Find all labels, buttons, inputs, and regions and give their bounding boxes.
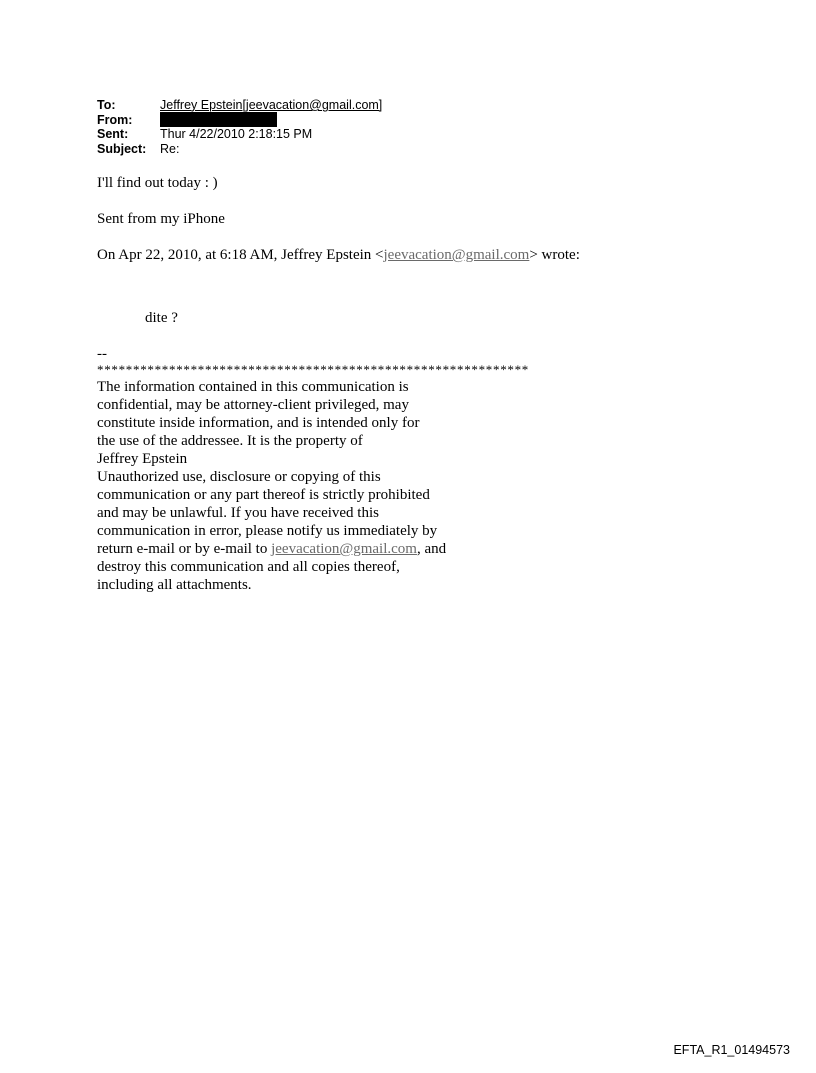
disclaimer-line: including all attachments. (97, 577, 252, 593)
to-row (97, 98, 382, 113)
subject-row (97, 142, 382, 157)
quoted-text: dite ? (145, 310, 178, 326)
to-value: Jeffrey Epstein[jeevacation@gmail.com] (160, 98, 383, 112)
disclaimer-line: and may be unlawful. If you have received this (97, 505, 379, 521)
email-body (97, 174, 777, 594)
disclaimer-line: Jeffrey Epstein (97, 451, 188, 467)
document-id: EFTA_R1_01494573 (673, 1043, 790, 1057)
disclaimer-stars: ************************************************************ (97, 362, 529, 377)
disclaimer-line: The information contained in this communication is (97, 379, 409, 395)
disclaimer-return-line (97, 540, 777, 558)
quote-attribution (97, 246, 777, 264)
sent-row (97, 127, 382, 142)
subject-label: Subject: (97, 141, 147, 156)
from-label: From: (97, 112, 133, 127)
signature-line: Sent from my iPhone (97, 211, 225, 227)
disclaimer-line: destroy this communication and all copies thereof, (97, 559, 400, 575)
subject-value: Re: (160, 141, 180, 156)
quote-prefix: On Apr 22, 2010, at 6:18 AM, Jeffrey Epstein < (97, 247, 384, 263)
disclaimer-line: Unauthorized use, disclosure or copying of this (97, 469, 381, 485)
disclaimer-line: communication in error, please notify us immediately by (97, 523, 438, 539)
disclaimer-text (97, 378, 777, 594)
disclaimer-line: constitute inside information, and is intended only for (97, 415, 420, 431)
disclaimer-email-link[interactable]: jeevacation@gmail.com (271, 541, 417, 557)
disclaimer-separator: -- (97, 346, 107, 362)
redaction-block (160, 112, 277, 127)
disclaimer-line: communication or any part thereof is strictly prohibited (97, 487, 430, 503)
return-prefix: return e-mail or by e-mail to (97, 541, 272, 557)
email-header (97, 98, 382, 156)
sent-label: Sent: (97, 127, 129, 141)
return-suffix: , and (416, 541, 447, 557)
from-row (97, 113, 382, 128)
sent-value: Thur 4/22/2010 2:18:15 PM (160, 127, 313, 141)
disclaimer-line: confidential, may be attorney-client privileged, may (97, 397, 409, 413)
quote-suffix: > wrote: (529, 247, 580, 263)
message-line: I'll find out today : ) (97, 175, 218, 191)
quote-email-link[interactable]: jeevacation@gmail.com (383, 247, 530, 263)
disclaimer-line: the use of the addressee. It is the property of (97, 433, 363, 449)
to-label: To: (97, 98, 116, 112)
